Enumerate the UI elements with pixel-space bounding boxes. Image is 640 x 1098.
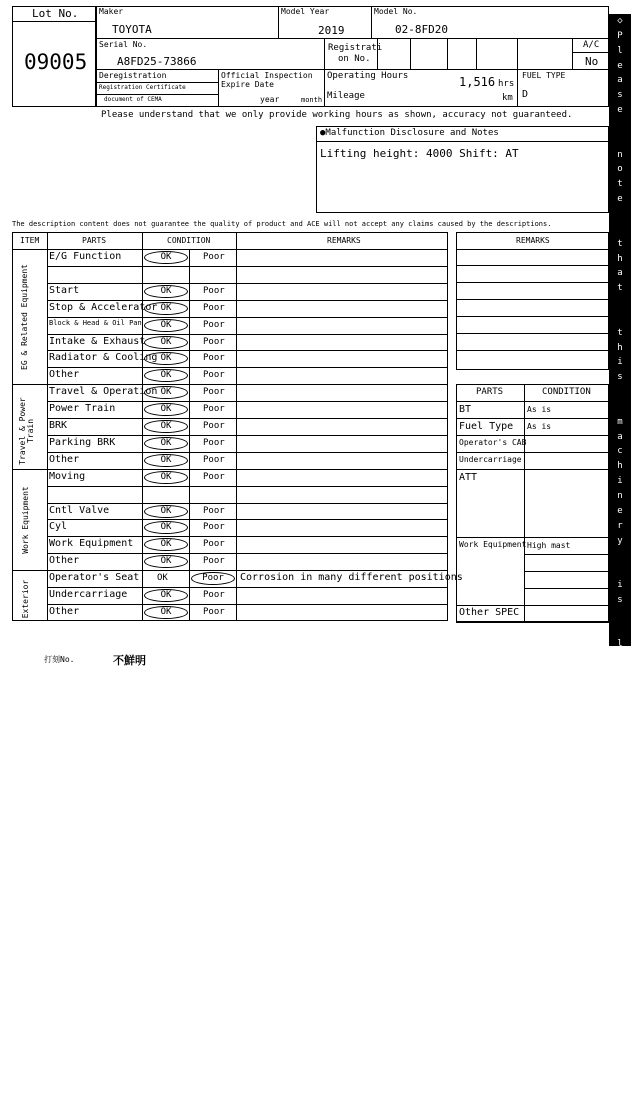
poor-option[interactable]: Poor <box>203 370 225 381</box>
month-label: month <box>301 96 323 104</box>
mileage-label: Mileage <box>327 91 365 101</box>
poor-option[interactable]: Poor <box>203 353 225 364</box>
ok-option[interactable]: OK <box>144 420 188 433</box>
model-year-value: 2019 <box>318 24 345 37</box>
part-name: Cntl Valve <box>49 504 110 516</box>
registration-cert-label: Registration Certificate <box>99 84 186 91</box>
ok-option[interactable]: OK <box>144 538 188 551</box>
stamp-label: 打刻No. <box>44 655 75 664</box>
ok-option[interactable]: OK <box>144 606 188 619</box>
part-name: Other <box>49 369 80 381</box>
ok-option[interactable]: OK <box>144 352 188 365</box>
spec-part: Undercarriage <box>459 455 522 464</box>
serial-label: Serial No. <box>99 40 148 49</box>
poor-option[interactable]: Poor <box>203 522 225 533</box>
ok-option[interactable]: OK <box>157 573 168 584</box>
ok-option[interactable]: OK <box>144 589 188 602</box>
part-name: Travel & Operation <box>49 386 158 398</box>
malfunction-box <box>316 126 609 213</box>
stamp-value: 不鮮明 <box>113 654 146 667</box>
part-name: Work Equipment <box>49 538 134 550</box>
registration-label-2: on No. <box>338 54 371 64</box>
ok-option[interactable]: OK <box>144 386 188 399</box>
ok-option[interactable]: OK <box>144 471 188 484</box>
ok-option[interactable]: OK <box>144 336 188 349</box>
location-note-bar: ◇ P l e a s e n o t e t h a t t h i s m a c h i n e r y i s l o c a t e d i n F o r k l i f t P a r k i n g ◇ <box>609 14 631 646</box>
ok-option[interactable]: OK <box>144 319 188 332</box>
poor-option[interactable]: Poor <box>203 302 225 313</box>
disclaimer-text: The description content does not guarantee the quality of product and ACE will not accept any claims caused by the descriptions. <box>12 220 552 228</box>
lot-label: Lot No. <box>32 7 79 20</box>
spec-condition: As is <box>527 422 552 431</box>
spec-condition: High mast <box>527 541 571 550</box>
malfunction-title: ●Malfunction Disclosure and Notes <box>320 128 499 138</box>
model-no-label: Model No. <box>374 7 418 16</box>
part-name: Power Train <box>49 403 116 415</box>
item-header: ITEM <box>20 236 40 245</box>
right-remarks-header: REMARKS <box>516 236 550 245</box>
spec-condition-header: CONDITION <box>542 387 591 397</box>
poor-option[interactable]: Poor <box>203 505 225 516</box>
spec-part: Operator's CAB <box>459 438 527 447</box>
ok-option[interactable]: OK <box>144 555 188 568</box>
maker-value: TOYOTA <box>112 23 152 36</box>
part-name: Radiator & Cooling <box>49 352 158 364</box>
maker-label: Maker <box>99 7 124 16</box>
poor-option[interactable]: Poor <box>203 539 225 550</box>
ok-option[interactable]: OK <box>144 454 188 467</box>
inspection-label: Official Inspection <box>221 71 313 80</box>
spec-condition: As is <box>527 405 552 414</box>
operating-hours-value: 1,516 <box>459 75 496 89</box>
poor-option[interactable]: Poor <box>203 556 225 567</box>
part-name: Other <box>49 605 80 617</box>
fuel-type-value: D <box>522 89 529 100</box>
spec-part: Work Equipment <box>459 540 527 549</box>
cema-label: document of CEMA <box>104 96 162 103</box>
part-name: E/G Function <box>49 251 122 262</box>
part-name: Undercarriage <box>49 589 128 600</box>
spec-table-border <box>456 384 609 622</box>
notice-text: Please understand that we only provide working hours as shown, accuracy not guaranteed. <box>101 110 573 120</box>
deregistration-label: Deregistration <box>99 71 167 80</box>
parts-header: PARTS <box>82 236 107 245</box>
ac-value: No <box>585 55 599 68</box>
ok-option[interactable]: OK <box>144 521 188 534</box>
hrs-unit: hrs <box>498 79 515 89</box>
km-unit: km <box>502 93 513 103</box>
year-label: year <box>260 95 280 104</box>
poor-option[interactable]: Poor <box>203 421 225 431</box>
condition-header: CONDITION <box>167 236 211 245</box>
part-name: Other <box>49 555 80 567</box>
registration-label: Registrati <box>328 43 383 53</box>
part-name: Cyl <box>49 521 68 533</box>
poor-option[interactable]: Poor <box>203 252 225 262</box>
ok-option[interactable]: OK <box>144 251 188 264</box>
poor-option[interactable]: Poor <box>203 437 225 448</box>
group-travel-power: Travel & Power Train <box>18 397 36 465</box>
poor-option[interactable]: Poor <box>203 336 225 347</box>
part-name: Operator's Seat <box>49 572 140 584</box>
ac-label: A/C <box>583 40 600 50</box>
poor-option[interactable]: Poor <box>203 404 225 415</box>
operating-hours-label: Operating Hours <box>327 71 409 81</box>
part-name: Stop & Accelerator <box>49 301 158 313</box>
part-name: Intake & Exhaust <box>49 335 146 347</box>
model-year-label: Model Year <box>281 7 330 16</box>
remarks-header: REMARKS <box>327 236 361 245</box>
spec-part: Other SPEC <box>459 607 520 618</box>
ok-option[interactable]: OK <box>144 403 188 416</box>
poor-option[interactable]: Poor <box>203 606 225 617</box>
fuel-type-label: FUEL TYPE <box>522 71 566 80</box>
poor-option[interactable]: Poor <box>203 454 225 465</box>
poor-option[interactable]: Poor <box>191 572 235 585</box>
group-work-equipment: Work Equipment <box>21 486 30 554</box>
spec-parts-header: PARTS <box>476 387 504 397</box>
spec-part: Fuel Type <box>459 421 514 432</box>
part-name: BRK <box>49 420 68 431</box>
part-name: Block & Head & Oil Pan <box>49 318 142 327</box>
remark-text: Corrosion in many different positions <box>240 572 463 584</box>
poor-option[interactable]: Poor <box>203 590 225 600</box>
ok-option[interactable]: OK <box>144 505 188 518</box>
part-name: Moving <box>49 470 86 482</box>
ok-option[interactable]: OK <box>144 437 188 450</box>
ok-option[interactable]: OK <box>144 302 188 315</box>
part-name: Other <box>49 453 80 465</box>
part-name: Parking BRK <box>49 436 116 448</box>
lot-number: 09005 <box>24 50 88 74</box>
ok-option[interactable]: OK <box>144 285 188 298</box>
poor-option[interactable]: Poor <box>203 285 225 296</box>
poor-option[interactable]: Poor <box>203 471 225 482</box>
inspection-label-2: Expire Date <box>221 80 274 89</box>
model-no-value: 02-8FD20 <box>395 23 448 36</box>
part-name: Start <box>49 284 80 296</box>
poor-option[interactable]: Poor <box>203 319 225 330</box>
group-eg-related: EG & Related Equipment <box>20 264 29 370</box>
malfunction-notes: Lifting height: 4000 Shift: AT <box>320 147 519 160</box>
group-exterior: Exterior <box>21 579 30 619</box>
poor-option[interactable]: Poor <box>203 387 225 398</box>
ok-option[interactable]: OK <box>144 369 188 382</box>
serial-value: A8FD25-73866 <box>117 55 197 68</box>
spec-part: BT <box>459 404 472 415</box>
spec-part: ATT <box>459 472 478 483</box>
